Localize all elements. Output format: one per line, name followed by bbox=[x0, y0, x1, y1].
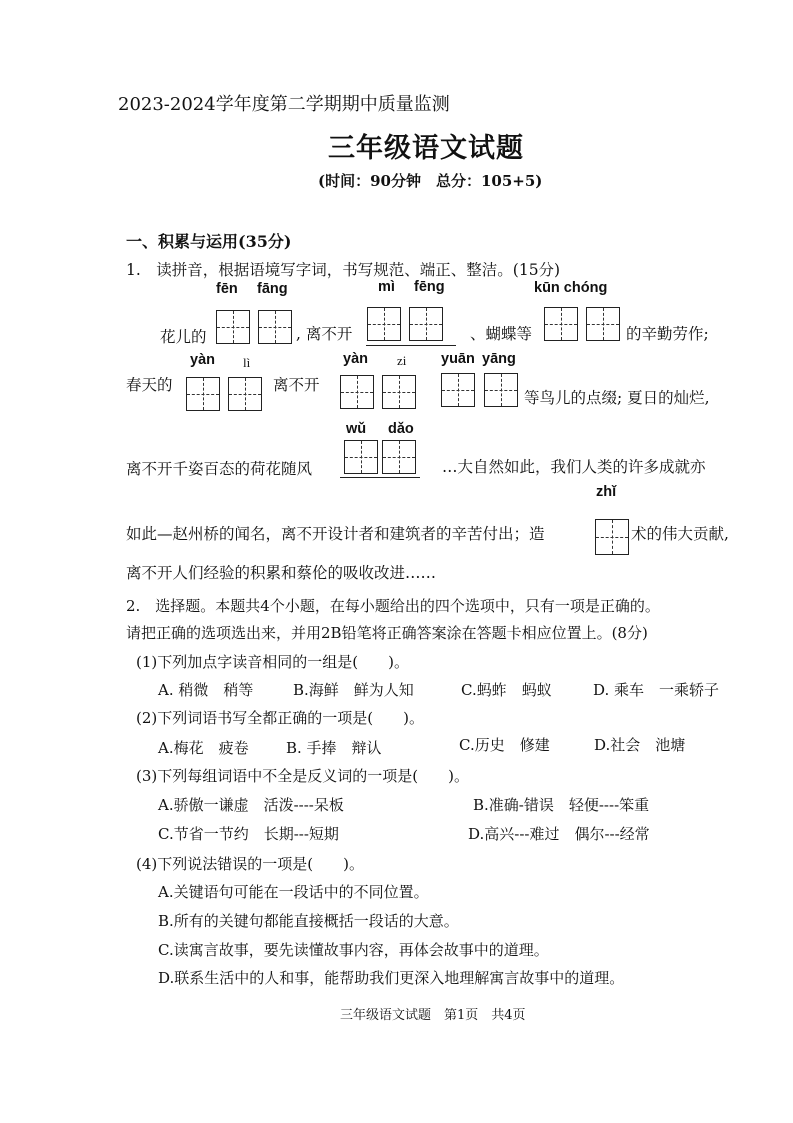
q1-text-2a: 春天的 bbox=[126, 376, 173, 394]
underline bbox=[366, 345, 456, 346]
writing-box[interactable] bbox=[409, 307, 443, 341]
q1-text-1d: 的辛勤劳作; bbox=[626, 325, 709, 343]
section-heading: 一、积累与运用(35分) bbox=[126, 232, 292, 251]
q1-text-4a: 如此—赵州桥的闻名，离不开设计者和建筑者的辛苦付出；造 bbox=[126, 525, 545, 543]
underline bbox=[340, 477, 420, 478]
q2-4-question: (4)下列说法错误的一项是( )。 bbox=[136, 855, 364, 873]
writing-box[interactable] bbox=[586, 307, 620, 341]
q2-1-option-c[interactable]: C.蚂蚱 蚂蚁 bbox=[461, 681, 552, 699]
pinyin-yan-1: yàn bbox=[190, 352, 215, 368]
pinyin-li: lì bbox=[243, 355, 251, 370]
pinyin-yan-2: yàn bbox=[343, 351, 368, 367]
pinyin-kunchong: kūn chóng bbox=[534, 280, 608, 296]
writing-box[interactable] bbox=[216, 310, 250, 344]
q2-1-option-b[interactable]: B.海鲜 鲜为人知 bbox=[293, 681, 414, 699]
q2-1-option-a[interactable]: A. 稍微 稍等 bbox=[158, 681, 254, 699]
q2-3-question: (3)下列每组词语中不全是反义词的一项是( )。 bbox=[136, 767, 469, 785]
q2-2-option-d[interactable]: D.社会 池塘 bbox=[594, 736, 686, 754]
q2-2-option-b[interactable]: B. 手捧 辩认 bbox=[286, 739, 382, 757]
q2-3-option-b[interactable]: B.准确-错误 轻便----笨重 bbox=[473, 796, 650, 814]
pinyin-mi: mì bbox=[378, 279, 395, 295]
writing-box[interactable] bbox=[441, 373, 475, 407]
pinyin-feng: fēng bbox=[414, 279, 445, 295]
q2-3-option-d[interactable]: D.高兴---难过 偶尔---经常 bbox=[468, 825, 650, 843]
q1-text-3a: 离不开千姿百态的荷花随风 bbox=[126, 460, 313, 478]
pinyin-zi: zi bbox=[397, 353, 407, 368]
q1-stem: 1. 读拼音，根据语境写字词，书写规范、端正、整洁。(15分) bbox=[126, 261, 561, 279]
pinyin-yang: yāng bbox=[482, 351, 516, 367]
q2-2-option-c[interactable]: C.历史 修建 bbox=[459, 736, 550, 754]
q1-text-4b: 术的伟大贡献, bbox=[631, 525, 729, 543]
page-subtitle: (时间：90分钟 总分：105+5) bbox=[318, 172, 543, 190]
writing-box[interactable] bbox=[595, 519, 629, 555]
q2-2-option-a[interactable]: A.梅花 疲卷 bbox=[158, 739, 249, 757]
writing-box[interactable] bbox=[186, 377, 220, 411]
writing-box[interactable] bbox=[484, 373, 518, 407]
writing-box[interactable] bbox=[258, 310, 292, 344]
q1-text-1c: 、蝴蝶等 bbox=[470, 325, 533, 343]
pinyin-zhi: zhǐ bbox=[596, 484, 617, 500]
q1-text-2b: 离不开 bbox=[273, 376, 320, 394]
q2-4-option-c[interactable]: C.读寓言故事，要先读懂故事内容，再体会故事中的道理。 bbox=[158, 941, 549, 959]
q1-text-1b: , 离不开 bbox=[296, 325, 353, 343]
exam-line: 2023-2024学年度第二学期期中质量监测 bbox=[118, 94, 450, 115]
writing-box[interactable] bbox=[344, 440, 378, 474]
pinyin-fen: fēn bbox=[216, 281, 238, 297]
q1-text-3b: …大自然如此，我们人类的许多成就亦 bbox=[442, 458, 706, 476]
q2-4-option-a[interactable]: A.关键语句可能在一段话中的不同位置。 bbox=[158, 883, 429, 901]
writing-box[interactable] bbox=[382, 440, 416, 474]
q2-3-option-c[interactable]: C.节省一节约 长期---短期 bbox=[158, 825, 339, 843]
pinyin-yuan: yuān bbox=[441, 351, 475, 367]
writing-box[interactable] bbox=[544, 307, 578, 341]
writing-box[interactable] bbox=[382, 375, 416, 409]
q1-text-5: 离不开人们经验的积累和蔡伦的吸收改进…… bbox=[126, 564, 437, 582]
pinyin-wu: wǔ bbox=[346, 421, 367, 437]
pinyin-fang: fāng bbox=[257, 281, 288, 297]
pinyin-dao: dǎo bbox=[388, 421, 414, 437]
writing-box[interactable] bbox=[340, 375, 374, 409]
page-footer: 三年级语文试题 第1页 共4页 bbox=[340, 1008, 526, 1023]
q1-text-2c: 等鸟儿的点缀; 夏日的灿烂, bbox=[524, 389, 710, 407]
page-title: 三年级语文试题 bbox=[328, 133, 524, 164]
q2-1-question: (1)下列加点字读音相同的一组是( )。 bbox=[136, 653, 409, 671]
q2-stem-2: 请把正确的选项选出来，并用2B铅笔将正确答案涂在答题卡相应位置上。(8分) bbox=[126, 624, 648, 642]
writing-box[interactable] bbox=[367, 307, 401, 341]
q2-2-question: (2)下列词语书写全都正确的一项是( )。 bbox=[136, 709, 424, 727]
q2-stem-1: 2. 选择题。本题共4个小题，在每小题给出的四个选项中，只有一项是正确的。 bbox=[126, 597, 660, 615]
q2-1-option-d[interactable]: D. 乘车 一乘轿子 bbox=[593, 681, 720, 699]
q2-4-option-b[interactable]: B.所有的关键句都能直接概括一段话的大意。 bbox=[158, 912, 459, 930]
q1-text-1a: 花儿的 bbox=[160, 328, 207, 346]
q2-4-option-d[interactable]: D.联系生活中的人和事，能帮助我们更深入地理解寓言故事中的道理。 bbox=[158, 969, 625, 987]
q2-3-option-a[interactable]: A.骄傲一谦虚 活泼----呆板 bbox=[158, 796, 344, 814]
writing-box[interactable] bbox=[228, 377, 262, 411]
